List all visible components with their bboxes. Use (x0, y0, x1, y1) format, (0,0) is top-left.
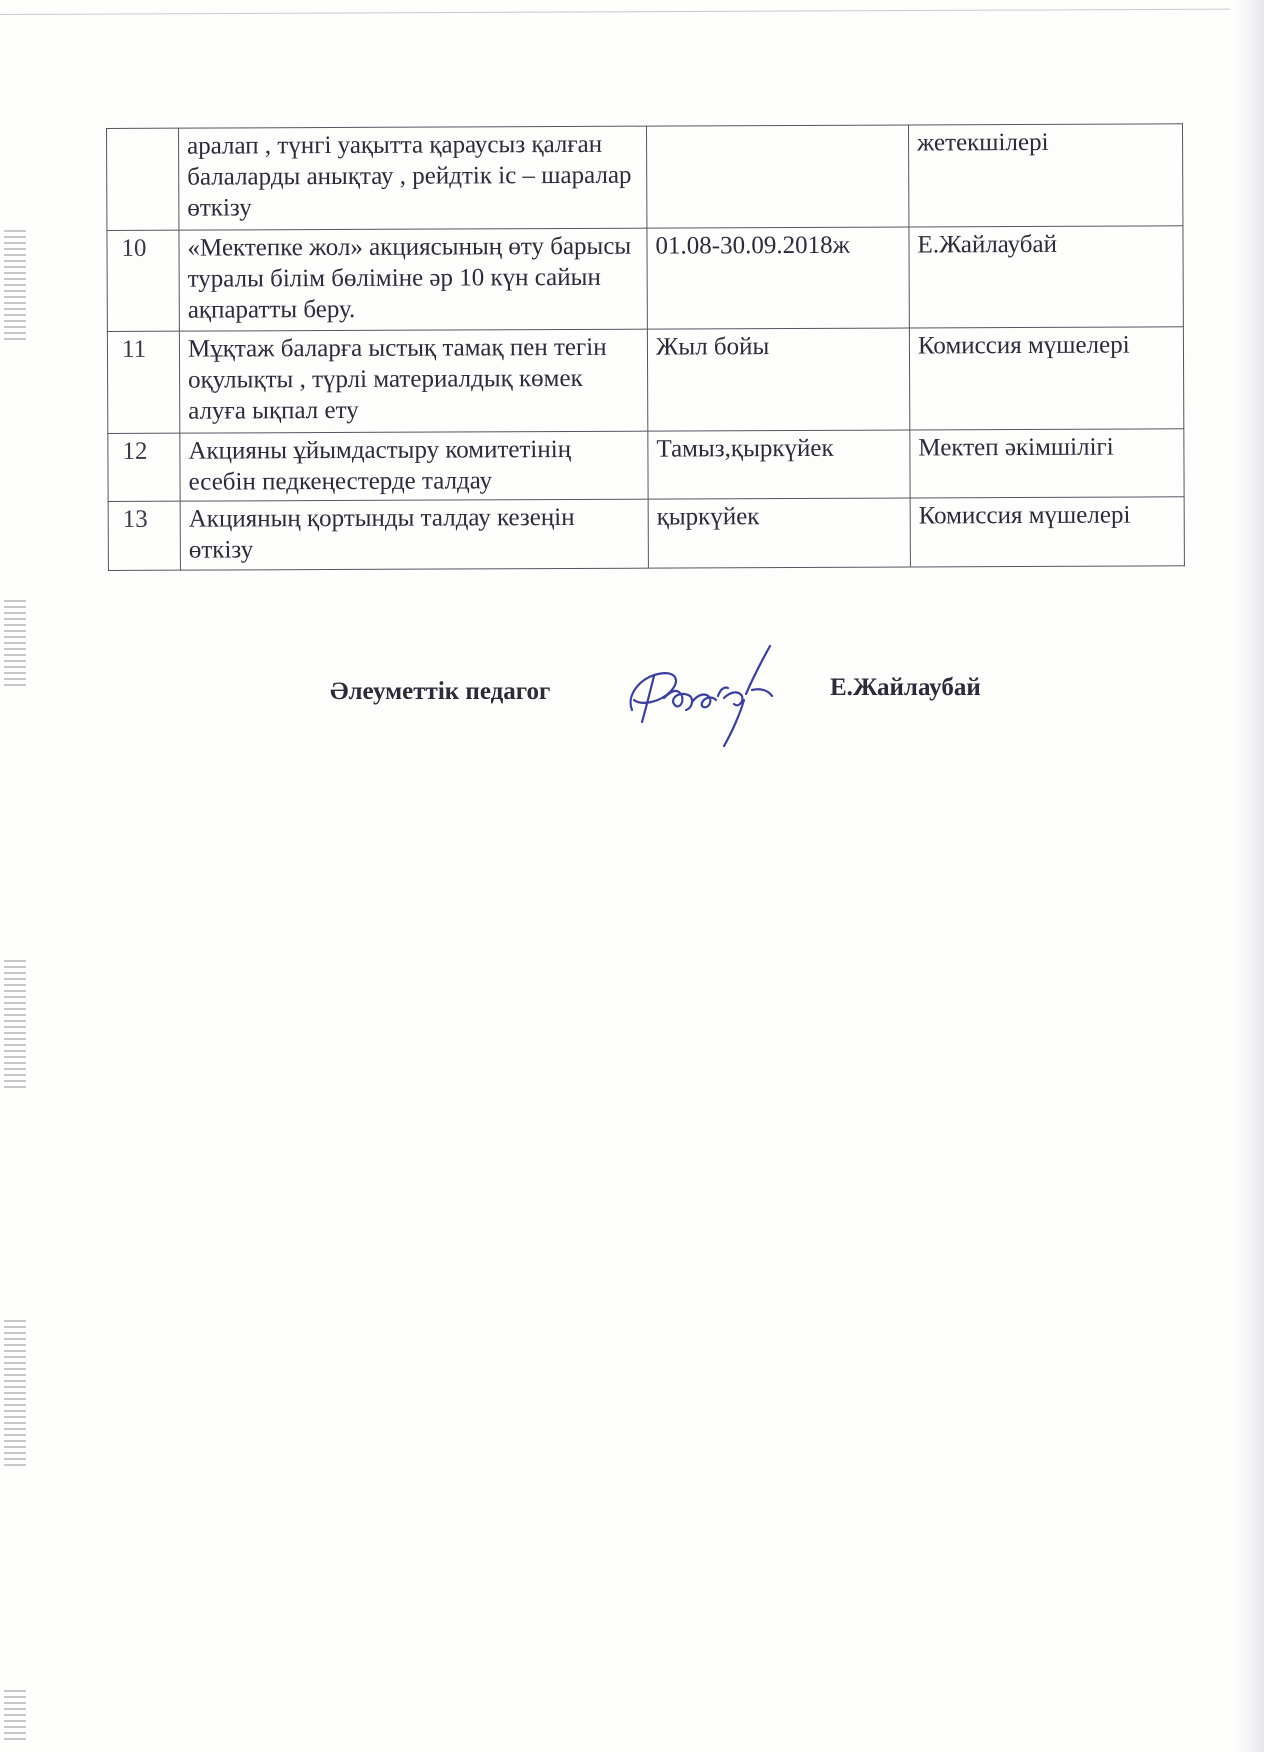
row-action: «Мектепке жол» акциясының өту барысы туралы білім бөліміне әр 10 күн сайын ақпаратты беру. (179, 228, 647, 331)
row-number: 13 (108, 501, 180, 570)
scan-left-marks (4, 230, 26, 340)
row-number: 11 (107, 331, 179, 433)
signatory-role: Әлеуметтік педагог (330, 678, 551, 705)
row-action: Мұқтаж баларға ыстық тамақ пен тегін оқулықты , түрлі материалдық көмек алуға ықпал ету (179, 329, 647, 433)
row-action: Акцияны ұйымдастыру комитетінің есебін педкеңестерде талдау (180, 431, 648, 501)
table-row (107, 124, 1183, 231)
scan-top-line (0, 9, 1230, 15)
table-row (107, 327, 1183, 434)
table-row (108, 497, 1184, 571)
row-period: Жыл бойы (647, 328, 909, 431)
scan-right-edge (1234, 0, 1264, 1752)
handwritten-signature (620, 640, 800, 750)
row-period (646, 125, 908, 228)
row-period: Тамыз,қыркүйек (648, 430, 910, 499)
row-responsible: Мектеп әкімшілігі (910, 429, 1184, 498)
row-number: 12 (108, 433, 180, 501)
signature-strokes (631, 646, 772, 746)
row-number: 10 (107, 230, 179, 331)
row-number (107, 128, 179, 230)
row-period: қыркүйек (648, 498, 910, 568)
table-row (107, 226, 1183, 332)
signature-block (0, 640, 1264, 750)
plan-table (106, 123, 1185, 571)
table-row (108, 429, 1184, 502)
row-responsible: жетекшілері (908, 124, 1182, 227)
row-action: аралап , түнгі уақытта қараусыз қалған балаларды анықтау , рейдтік іс – шаралар өткізу (179, 126, 647, 230)
row-responsible: Комиссия мүшелері (909, 327, 1183, 430)
row-action: Акцияның қортынды талдау кезеңін өткізу (180, 499, 648, 570)
scan-left-marks (4, 960, 26, 1090)
row-responsible: Е.Жайлаубай (909, 226, 1183, 328)
row-period: 01.08-30.09.2018ж (647, 227, 909, 329)
signatory-name: Е.Жайлаубай (830, 674, 981, 701)
scan-left-marks (4, 1320, 26, 1470)
scan-left-marks (4, 1690, 26, 1740)
row-responsible: Комиссия мүшелері (910, 497, 1184, 567)
